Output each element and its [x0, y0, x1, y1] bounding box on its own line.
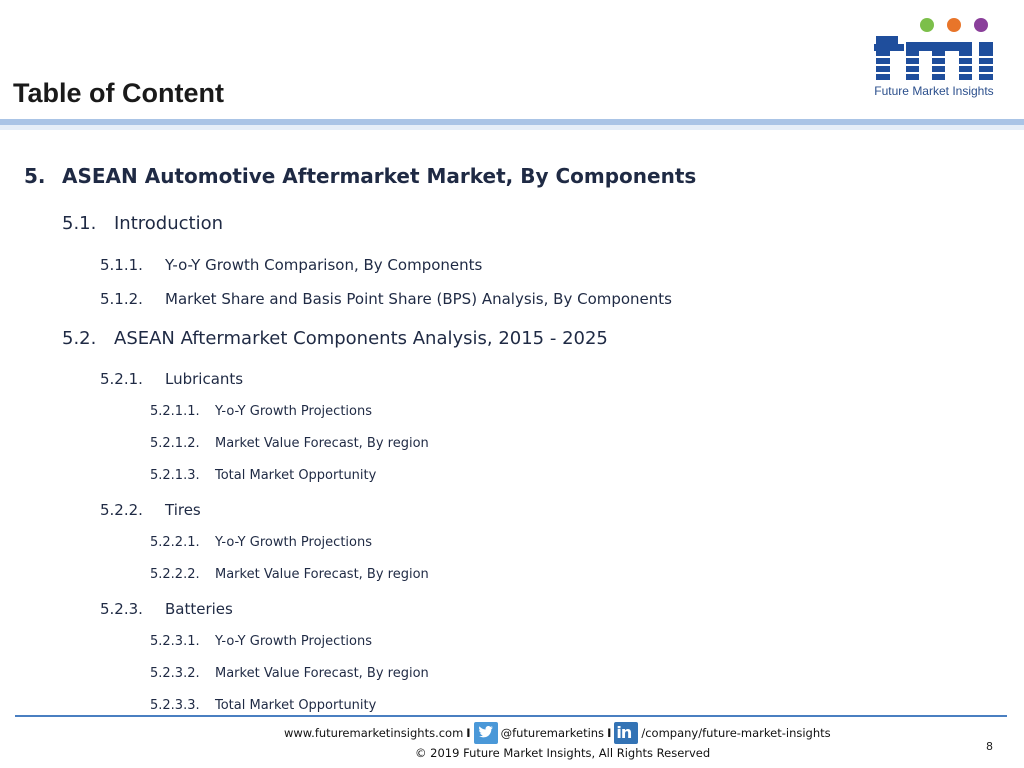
linkedin-icon[interactable] [614, 722, 638, 744]
toc-section-5 [24, 164, 696, 188]
toc-item-5-2 [62, 328, 608, 349]
header-divider-bar [0, 119, 1024, 130]
toc-title: Market Value Forecast, By region [215, 436, 429, 451]
toc-title: Tires [165, 501, 201, 519]
toc-item-5-2-1-2 [150, 436, 429, 451]
toc-title: Y-o-Y Growth Projections [215, 535, 372, 550]
toc-title: Lubricants [165, 370, 244, 388]
toc-title: Y-o-Y Growth Projections [215, 634, 372, 649]
toc-number: 5.1.1. [100, 256, 143, 274]
toc-item-5-1-1 [100, 256, 482, 274]
toc-item-5-2-3 [100, 600, 233, 618]
toc-title: Introduction [114, 213, 224, 234]
toc-title: Batteries [165, 600, 233, 618]
toc-item-5-2-3-2 [150, 666, 429, 681]
copyright-text: © 2019 Future Market Insights, All Rights Reserved [415, 746, 711, 760]
website-link[interactable]: www.futuremarketinsights.com [284, 726, 464, 740]
fmi-logo [862, 12, 1006, 100]
toc-item-5-2-1 [100, 370, 243, 388]
toc-number: 5.2.2. [100, 501, 143, 519]
toc-item-5-2-1-1 [150, 404, 372, 419]
toc-number: 5.2.1.2. [150, 436, 200, 451]
fmi-logo-mark [862, 12, 1006, 84]
chemical-icon [974, 18, 988, 32]
toc-number: 5.1. [62, 213, 97, 234]
toc-number: 5.2.2.1. [150, 535, 200, 550]
toc-item-5-2-2-1 [150, 535, 372, 550]
toc-title: Market Value Forecast, By region [215, 567, 429, 582]
toc-title: Total Market Opportunity [215, 468, 377, 483]
toc-number: 5.2.3.1. [150, 634, 200, 649]
footer-separator: I [466, 726, 471, 740]
footer-divider [15, 715, 1007, 717]
toc-number: 5.2. [62, 328, 97, 349]
toc-number: 5.2.3.2. [150, 666, 200, 681]
linkedin-link[interactable]: /company/future-market-insights [641, 726, 831, 740]
toc-title: Market Value Forecast, By region [215, 666, 429, 681]
footer-separator: I [607, 726, 612, 740]
toc-item-5-1 [62, 213, 223, 234]
toc-item-5-2-3-3 [150, 698, 376, 713]
toc-number: 5. [24, 164, 46, 188]
toc-item-5-2-3-1 [150, 634, 372, 649]
toc-title: Total Market Opportunity [215, 698, 377, 713]
twitter-handle[interactable]: @futuremarketins [500, 726, 605, 740]
toc-title: Y-o-Y Growth Comparison, By Components [165, 256, 483, 274]
toc-item-5-2-2-2 [150, 567, 429, 582]
logo-caption: Future Market Insights [874, 84, 994, 98]
toc-number: 5.2.1.3. [150, 468, 200, 483]
page-title: Table of Content [13, 78, 224, 108]
toc-number: 5.2.1. [100, 370, 143, 388]
toc-item-5-2-1-3 [150, 468, 376, 483]
toc-number: 5.2.3. [100, 600, 143, 618]
linkedin-glyph: in [616, 723, 632, 742]
footer-links [284, 722, 831, 744]
factory-icon [947, 18, 961, 32]
toc-title: ASEAN Aftermarket Components Analysis, 2015 - 2025 [114, 328, 608, 349]
toc-title: Market Share and Basis Point Share (BPS) Analysis, By Components [165, 290, 672, 308]
toc-title: ASEAN Automotive Aftermarket Market, By Components [62, 164, 697, 188]
toc-number: 5.1.2. [100, 290, 143, 308]
toc-number: 5.2.2.2. [150, 567, 200, 582]
toc-number: 5.2.1.1. [150, 404, 200, 419]
toc-item-5-2-2 [100, 501, 201, 519]
toc-title: Y-o-Y Growth Projections [215, 404, 372, 419]
twitter-icon[interactable] [474, 722, 498, 744]
toc-number: 5.2.3.3. [150, 698, 200, 713]
toc-item-5-1-2 [100, 290, 672, 308]
globe-icon [920, 18, 934, 32]
page-number: 8 [986, 740, 993, 753]
